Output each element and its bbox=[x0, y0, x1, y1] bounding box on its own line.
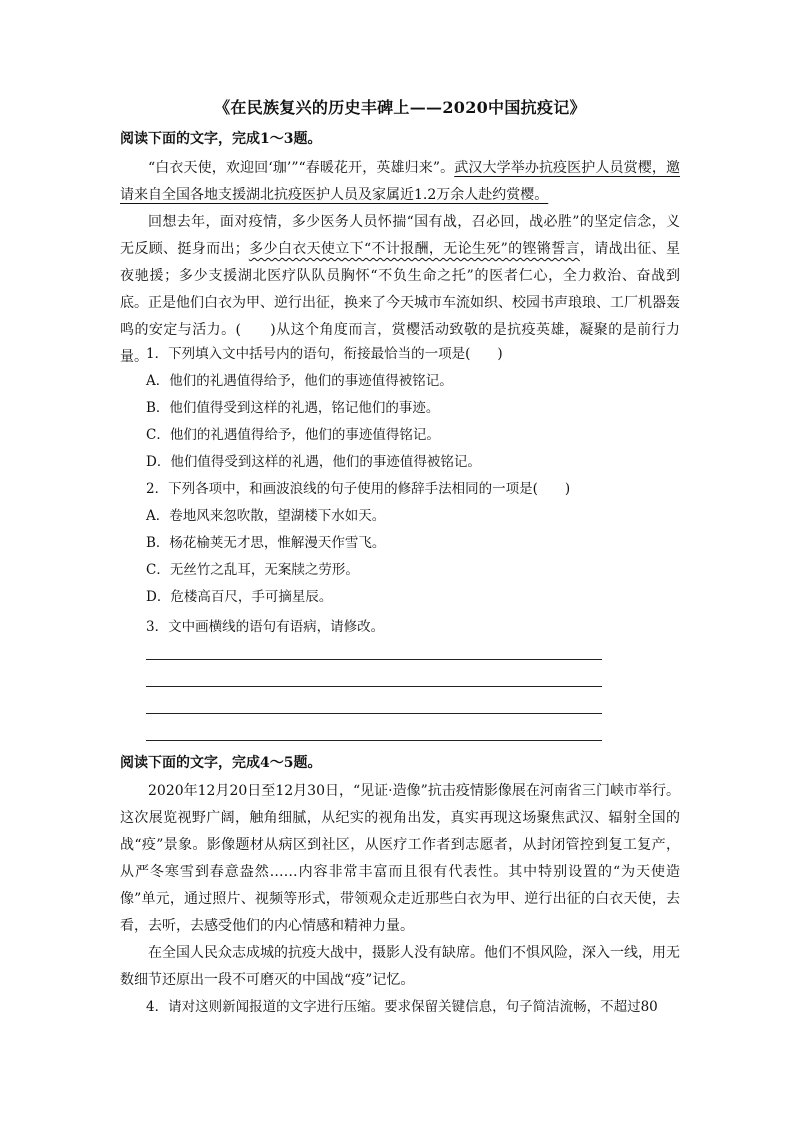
answer-line bbox=[146, 686, 602, 687]
question-2 bbox=[146, 476, 686, 611]
question-2-option-d: D．危楼高百尺，手可摘星辰。 bbox=[146, 589, 333, 605]
answer-line bbox=[146, 713, 602, 714]
question-1-option-c: C．他们的礼遇值得给予，他们的事迹值得铭记。 bbox=[146, 427, 440, 443]
question-2-option-c: C．无丝竹之乱耳，无案牍之劳形。 bbox=[146, 562, 359, 578]
section1-passage bbox=[120, 155, 680, 371]
question-1-option-b: B．他们值得受到这样的礼遇，铭记他们的事迹。 bbox=[146, 400, 440, 416]
p2-text-b: ，请战出征、星夜驰援；多少支援湖北医疗队队员胸怀“不负生命之托”的医者仁心，全力救治、奋战到底。正是他们白衣为甲、逆行出征，换来了今天城市车流如织、校园书声琅琅、工厂机器轰鸣的安定与活力。( )从这个角度而言，赏樱活动致敬的是抗疫英雄，凝聚的是前行力量。 bbox=[120, 241, 680, 365]
question-1 bbox=[146, 341, 686, 476]
p2-text-a: 回想去年，面对疫情，多少医务人员怀揣“国有战，召必回，战必胜”的坚定信念，义无反顾、挺身而出； bbox=[120, 214, 680, 257]
underlined-sentence: 武汉大学举办抗疫医护人员赏樱，邀请来自全国各地支援湖北抗疫医护人员及家属近1.2万余人赴约赏樱。 bbox=[120, 160, 680, 203]
question-4 bbox=[146, 994, 686, 1021]
question-1-stem: 1．下列填入文中括号内的语句，衔接最恰当的一项是( ) bbox=[146, 346, 503, 362]
question-2-option-b: B．杨花榆荚无才思，惟解漫天作雪飞。 bbox=[146, 535, 386, 551]
section2-heading: 阅读下面的文字，完成4～5题。 bbox=[120, 755, 322, 771]
wavy-underlined-sentence: 多少白衣天使立下“不计报酬，无论生死”的铿锵誓言 bbox=[248, 241, 580, 257]
p1-plain-text: “白衣天使，欢迎回‘珈’”“春暖花开，英雄归来”。 bbox=[148, 160, 455, 176]
question-4-stem: 4．请对这则新闻报道的文字进行压缩。要求保留关键信息，句子简洁流畅，不超过80 bbox=[146, 999, 658, 1015]
section2-passage bbox=[120, 778, 680, 994]
question-1-option-d: D．他们值得受到这样的礼遇，他们的事迹值得被铭记。 bbox=[146, 454, 481, 470]
question-2-option-a: A．卷地风来忽吹散，望湖楼下水如天。 bbox=[146, 508, 386, 524]
section1-heading: 阅读下面的文字，完成1～3题。 bbox=[120, 131, 322, 147]
document-title: 《在民族复兴的历史丰碑上——2020中国抗疫记》 bbox=[214, 98, 586, 117]
question-2-stem: 2．下列各项中，和画波浪线的句子使用的修辞手法相同的一项是( ) bbox=[146, 481, 571, 497]
section2-paragraph-1: 2020年12月20日至12月30日，“见证·造像”抗击疫情影像展在河南省三门峡市举行。这次展览视野广阔，触角细腻，从纪实的视角出发，真实再现这场聚焦武汉、辐射全国的战“疫”景象。影像题材从病区到社区，从医疗工作者到志愿者，从封闭管控到复工复产，从严冬寒雪到春意盎然……内容非常丰富而且很有代表性。其中特别设置的“为天使造像”单元，通过照片、视频等形式，带领观众走近那些白衣为甲、逆行出征的白衣天使，去看，去听，去感受他们的内心情感和精神力量。 bbox=[120, 783, 680, 934]
question-3 bbox=[146, 614, 686, 641]
question-3-stem: 3．文中画横线的语句有语病，请修改。 bbox=[146, 619, 385, 635]
answer-line bbox=[146, 740, 602, 741]
section2-paragraph-2: 在全国人民众志成城的抗疫大战中，摄影人没有缺席。他们不惧风险，深入一线，用无数细节还原出一段不可磨灭的中国战“疫”记忆。 bbox=[120, 945, 680, 988]
question-1-option-a: A．他们的礼遇值得给予，他们的事迹值得被铭记。 bbox=[146, 373, 453, 389]
section1-paragraph-1 bbox=[120, 155, 680, 209]
answer-line bbox=[146, 659, 602, 660]
